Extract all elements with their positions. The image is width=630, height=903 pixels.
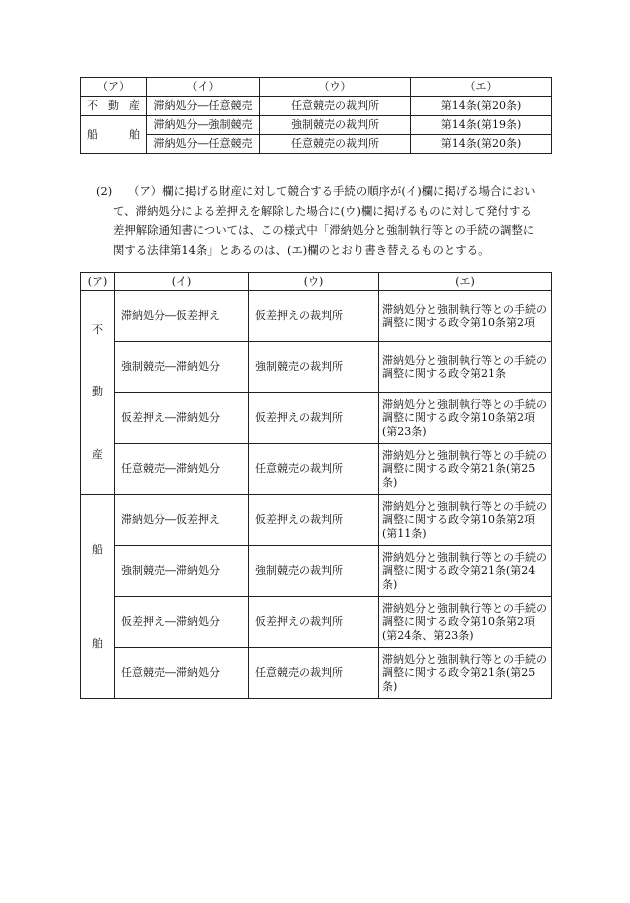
column-header: （ア） (81, 78, 147, 97)
recipient-cell: 任意競売の裁判所 (260, 135, 411, 154)
column-header: (ウ) (249, 273, 379, 291)
table-header-row (81, 273, 552, 291)
procedure-cell: 滞納処分―仮差押え (115, 291, 249, 342)
table-row (81, 546, 552, 597)
table-row (81, 648, 552, 699)
column-header: (ア) (81, 273, 115, 291)
procedure-cell: 仮差押え―滞納処分 (115, 393, 249, 444)
property-group-cell (81, 495, 115, 699)
paragraph-number: (2) (96, 184, 113, 198)
recipient-cell: 任意競売の裁判所 (249, 648, 379, 699)
table-row (81, 116, 552, 135)
table-row (81, 342, 552, 393)
recipient-cell: 仮差押えの裁判所 (249, 291, 379, 342)
procedure-cell: 滞納処分―任意競売 (147, 97, 260, 116)
replacement-cell: 第14条(第20条) (411, 97, 552, 116)
procedure-cell: 滞納処分―仮差押え (115, 495, 249, 546)
procedure-cell: 強制競売―滞納処分 (115, 342, 249, 393)
table-row (81, 495, 552, 546)
procedure-cell: 任意競売―滞納処分 (115, 444, 249, 495)
recipient-cell: 仮差押えの裁判所 (249, 393, 379, 444)
property-char: 不 (92, 322, 103, 336)
table-row (81, 597, 552, 648)
column-header: （イ） (147, 78, 260, 97)
recipient-cell: 強制競売の裁判所 (249, 342, 379, 393)
property-cell: 不 動 産 (81, 97, 147, 116)
substitution-table-2 (80, 272, 552, 699)
table-row (81, 444, 552, 495)
replacement-cell: 滞納処分と強制執行等との手続の調整に関する政令第21条(第25条) (379, 648, 552, 699)
substitution-table-1 (80, 77, 552, 154)
column-header: （エ） (411, 78, 552, 97)
procedure-cell: 任意競売―滞納処分 (115, 648, 249, 699)
replacement-cell: 滞納処分と強制執行等との手続の調整に関する政令第10条第2項 (379, 291, 552, 342)
table-header-row (81, 78, 552, 97)
procedure-cell: 仮差押え―滞納処分 (115, 597, 249, 648)
property-group-cell (81, 291, 115, 495)
property-char: 動 (92, 385, 103, 399)
property-cell: 船 舶 (81, 116, 147, 154)
paragraph-line: 関する法律第14条」とあるのは、(エ)欄のとおり書き替えるものとする。 (113, 242, 490, 257)
replacement-cell: 滞納処分と強制執行等との手続の調整に関する政令第21条(第24条) (379, 546, 552, 597)
table-row (81, 291, 552, 342)
replacement-cell: 滞納処分と強制執行等との手続の調整に関する政令第21条 (379, 342, 552, 393)
paragraph-line: (2) （ア）欄に掲げる財産に対して競合する手続の順序が(イ)欄に掲げる場合におい (96, 182, 554, 202)
property-char: 舶 (92, 636, 103, 650)
paragraph-line: 差押解除通知書については、この様式中「滞納処分と強制執行等との手続の調整に (113, 223, 535, 237)
procedure-cell: 強制競売―滞納処分 (115, 546, 249, 597)
recipient-cell: 強制競売の裁判所 (249, 546, 379, 597)
column-header: （ウ） (260, 78, 411, 97)
instruction-paragraph (96, 182, 554, 260)
recipient-cell: 仮差押えの裁判所 (249, 495, 379, 546)
replacement-cell: 第14条(第20条) (411, 135, 552, 154)
replacement-cell: 滞納処分と強制執行等との手続の調整に関する政令第10条第2項(第23条) (379, 393, 552, 444)
table-row (81, 97, 552, 116)
column-header: (エ) (379, 273, 552, 291)
column-header: (イ) (115, 273, 249, 291)
table-row (81, 393, 552, 444)
recipient-cell: 強制競売の裁判所 (260, 116, 411, 135)
replacement-cell: 滞納処分と強制執行等との手続の調整に関する政令第10条第2項(第11条) (379, 495, 552, 546)
procedure-cell: 滞納処分―任意競売 (147, 135, 260, 154)
recipient-cell: 仮差押えの裁判所 (249, 597, 379, 648)
recipient-cell: 任意競売の裁判所 (249, 444, 379, 495)
recipient-cell: 任意競売の裁判所 (260, 97, 411, 116)
procedure-cell: 滞納処分―強制競売 (147, 116, 260, 135)
paragraph-line: て、滞納処分による差押えを解除した場合に(ウ)欄に掲げるものに対して発付する (113, 203, 532, 218)
replacement-cell: 滞納処分と強制執行等との手続の調整に関する政令第21条(第25条) (379, 444, 552, 495)
property-char: 船 (92, 542, 103, 556)
table-row (81, 135, 552, 154)
property-char: 産 (92, 448, 103, 462)
replacement-cell: 滞納処分と強制執行等との手続の調整に関する政令第10条第2項(第24条、第23条) (379, 597, 552, 648)
replacement-cell: 第14条(第19条) (411, 116, 552, 135)
